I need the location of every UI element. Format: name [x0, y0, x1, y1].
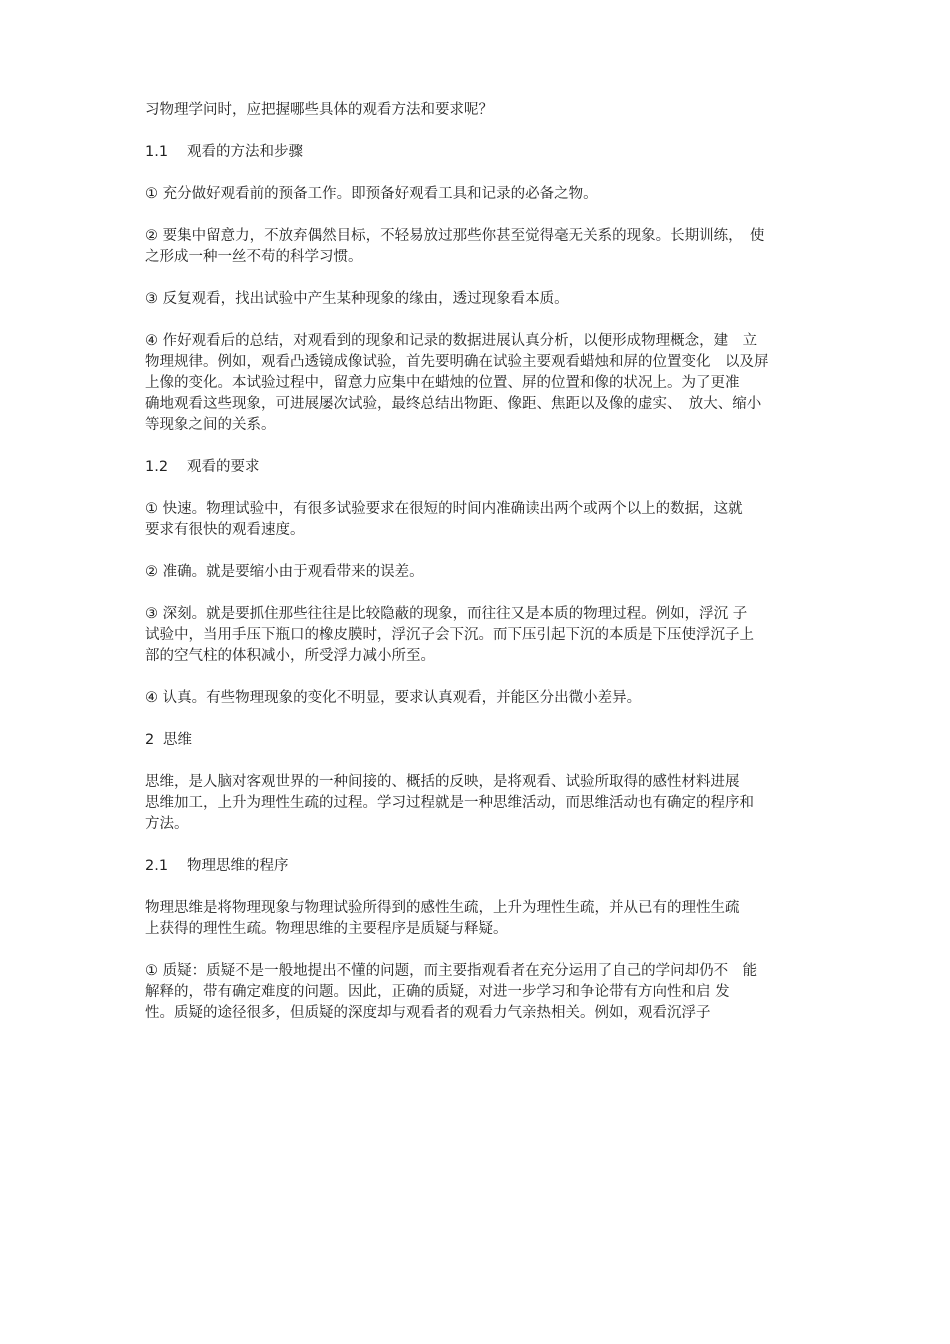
text-line: 思维加工，上升为理性生疏的过程。学习过程就是一种思维活动，而思维活动也有确定的程序和	[145, 795, 754, 811]
text-line: 部的空气柱的体积减小，所受浮力减小所至。	[145, 648, 435, 664]
section-number: 1.1	[145, 144, 169, 160]
list-item-1-1-3	[145, 289, 817, 310]
section-title: 观看的要求	[187, 459, 260, 475]
text-line: ① 快速。物理试验中，有很多试验要求在很短的时间内准确读出两个或两个以上的数据，这就	[145, 501, 743, 517]
section-heading-1-2	[145, 457, 817, 478]
text-line: 试验中，当用手压下瓶口的橡皮膜时，浮沉子会下沉。而下压引起下沉的本质是下压使浮沉子上	[145, 627, 754, 643]
list-item-1-2-1	[145, 499, 817, 541]
text-line: 物理规律。例如，观看凸透镜成像试验，首先要明确在试验主要观看蜡烛和屏的位置变化 以及屏	[145, 354, 769, 370]
section-heading-2-1	[145, 856, 817, 877]
text-line: ② 准确。就是要缩小由于观看带来的误差。	[145, 564, 424, 580]
text-line: 确地观看这些现象，可进展屡次试验，最终总结出物距、像距、焦距以及像的虚实、 放大、缩小	[145, 396, 762, 412]
text-line: 习物理学问时，应把握哪些具体的观看方法和要求呢？	[145, 102, 493, 118]
text-line: 思维，是人脑对客观世界的一种间接的、概括的反映，是将观看、试验所取得的感性材料进展	[145, 774, 740, 790]
section-title: 观看的方法和步骤	[187, 144, 303, 160]
section-title: 物理思维的程序	[187, 858, 289, 874]
text-line: ② 要集中留意力，不放弃偶然目标，不轻易放过那些你甚至觉得毫无关系的现象。长期训练， 使	[145, 228, 765, 244]
list-item-1-2-3	[145, 604, 817, 667]
text-line: 上获得的理性生疏。物理思维的主要程序是质疑与释疑。	[145, 921, 508, 937]
section-2-1-paragraph	[145, 898, 817, 940]
section-heading-1-1	[145, 142, 817, 163]
list-item-1-2-2	[145, 562, 817, 583]
intro-paragraph	[145, 100, 817, 121]
list-item-2-1-1	[145, 961, 817, 1024]
text-line: 方法。	[145, 816, 189, 832]
text-line: 解释的，带有确定难度的问题。因此，正确的质疑，对进一步学习和争论带有方向性和启 发	[145, 984, 730, 1000]
list-item-1-1-1	[145, 184, 817, 205]
section-number: 2	[145, 732, 155, 748]
text-line: ④ 作好观看后的总结，对观看到的现象和记录的数据进展认真分析，以便形成物理概念，建 立	[145, 333, 758, 349]
list-item-1-1-2	[145, 226, 817, 268]
text-line: ③ 反复观看，找出试验中产生某种现象的缘由，透过现象看本质。	[145, 291, 569, 307]
section-heading-2	[145, 730, 817, 751]
document-page	[145, 100, 817, 1045]
list-item-1-1-4	[145, 331, 817, 436]
section-number: 2.1	[145, 858, 169, 874]
text-line: ① 充分做好观看前的预备工作。即预备好观看工具和记录的必备之物。	[145, 186, 598, 202]
section-number: 1.2	[145, 459, 169, 475]
text-line: 之形成一种一丝不苟的科学习惯。	[145, 249, 363, 265]
section-title: 思维	[163, 732, 192, 748]
text-line: 上像的变化。本试验过程中，留意力应集中在蜡烛的位置、屏的位置和像的状况上。为了更准	[145, 375, 740, 391]
text-line: 等现象之间的关系。	[145, 417, 276, 433]
text-line: 物理思维是将物理现象与物理试验所得到的感性生疏，上升为理性生疏，并从已有的理性生疏	[145, 900, 740, 916]
text-line: 要求有很快的观看速度。	[145, 522, 305, 538]
text-line: 性。质疑的途径很多，但质疑的深度却与观看者的观看力气亲热相关。例如，观看沉浮子	[145, 1005, 711, 1021]
text-line: ④ 认真。有些物理现象的变化不明显，要求认真观看，并能区分出微小差异。	[145, 690, 642, 706]
text-line: ① 质疑：质疑不是一般地提出不懂的问题，而主要指观看者在充分运用了自己的学问却仍不 能	[145, 963, 758, 979]
list-item-1-2-4	[145, 688, 817, 709]
section-2-paragraph	[145, 772, 817, 835]
text-line: ③ 深刻。就是要抓住那些往往是比较隐蔽的现象，而往往又是本质的物理过程。例如，浮沉 子	[145, 606, 748, 622]
